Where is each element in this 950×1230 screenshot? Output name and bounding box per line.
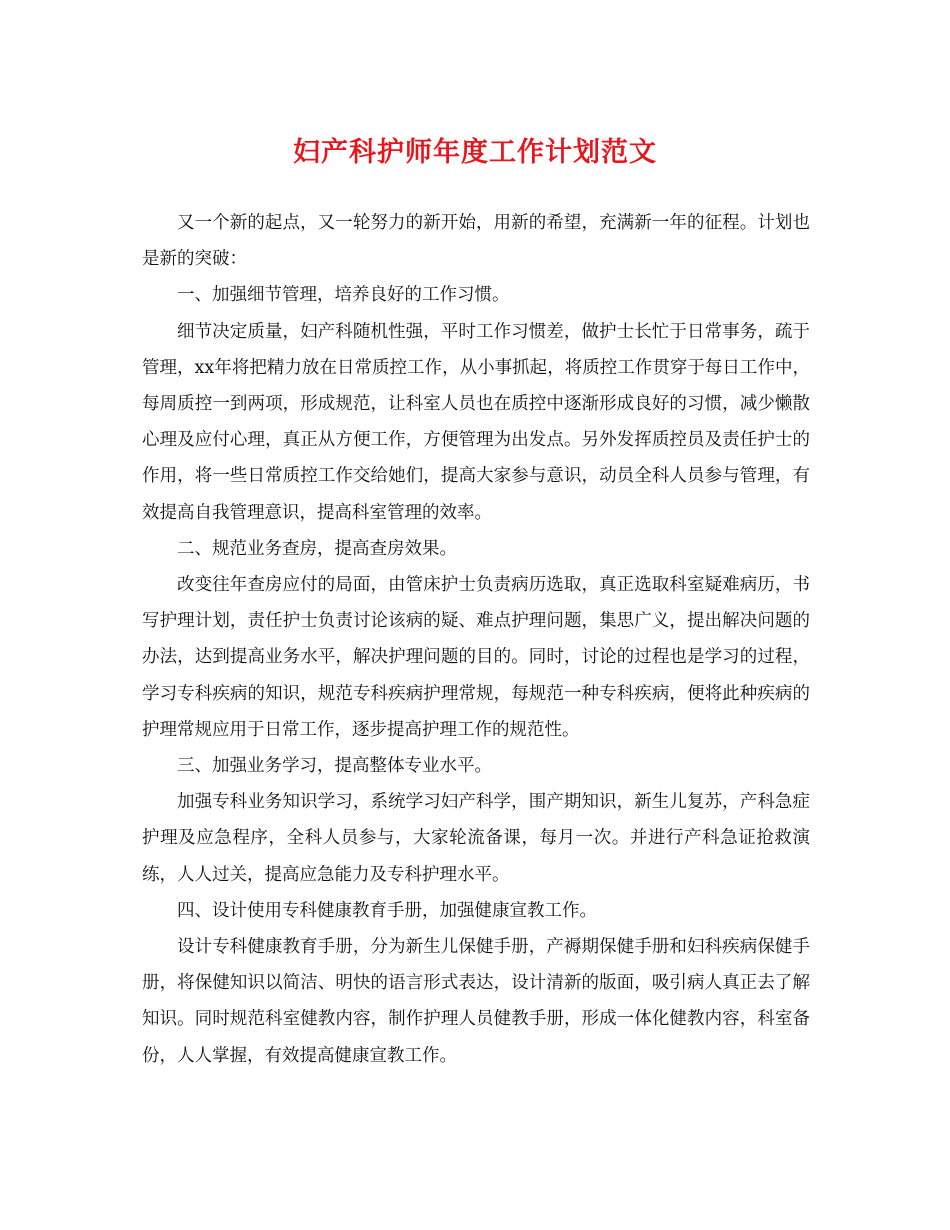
section-heading-3: 三、加强业务学习，提高整体专业水平。 xyxy=(177,756,492,777)
intro-paragraph: 又一个新的起点，又一轮努力的新开始，用新的希望，充满新一年的征程。计划也是新的突破： xyxy=(142,213,810,270)
section-body-4: 设计专科健康教育手册，分为新生儿保健手册，产褥期保健手册和妇科疾病保健手册，将保健知识以简洁、明快的语言形式表达，设计清新的版面，吸引病人真正去了解知识。同时规范科室健教内容，制作护理人员健教手册，形成一体化健教内容，科室备份，人人掌握，有效提高健康宣教工作。 xyxy=(142,937,810,1066)
section-body-1: 细节决定质量，妇产科随机性强，平时工作习惯差，做护士长忙于日常事务，疏于管理，xx年将把精力放在日常质控工作，从小事抓起，将质控工作贯穿于每日工作中，每周质控一到两项，形成规范，让科室人员也在质控中逐渐形成良好的习惯，减少懒散心理及应付心理，真正从方便工作，方便管理为出发点。另外发挥质控员及责任护士的作用，将一些日常质控工作交给她们，提高大家参与意识，动员全科人员参与管理，有效提高自我管理意识，提高科室管理的效率。 xyxy=(142,321,810,523)
section-heading-1: 一、加强细节管理，培养良好的工作习惯。 xyxy=(177,285,510,306)
document-body xyxy=(142,205,810,1074)
document-title: 妇产科护师年度工作计划范文 xyxy=(293,137,657,168)
section-body-3: 加强专科业务知识学习，系统学习妇产科学，围产期知识，新生儿复苏，产科急症护理及应急程序，全科人员参与，大家轮流备课，每月一次。并进行产科急证抢救演练，人人过关，提高应急能力及专科护理水平。 xyxy=(142,792,810,885)
section-body-2: 改变往年查房应付的局面，由管床护士负责病历选取，真正选取科室疑难病历，书写护理计划，责任护士负责讨论该病的疑、难点护理问题，集思广义，提出解决问题的办法，达到提高业务水平，解决护理问题的目的。同时，讨论的过程也是学习的过程，学习专科疾病的知识，规范专科疾病护理常规，每规范一种专科疾病，便将此种疾病的护理常规应用于日常工作，逐步提高护理工作的规范性。 xyxy=(142,575,810,740)
section-heading-2: 二、规范业务查房，提高查房效果。 xyxy=(177,538,457,559)
section-heading-4: 四、设计使用专科健康教育手册，加强健康宣教工作。 xyxy=(177,900,597,921)
